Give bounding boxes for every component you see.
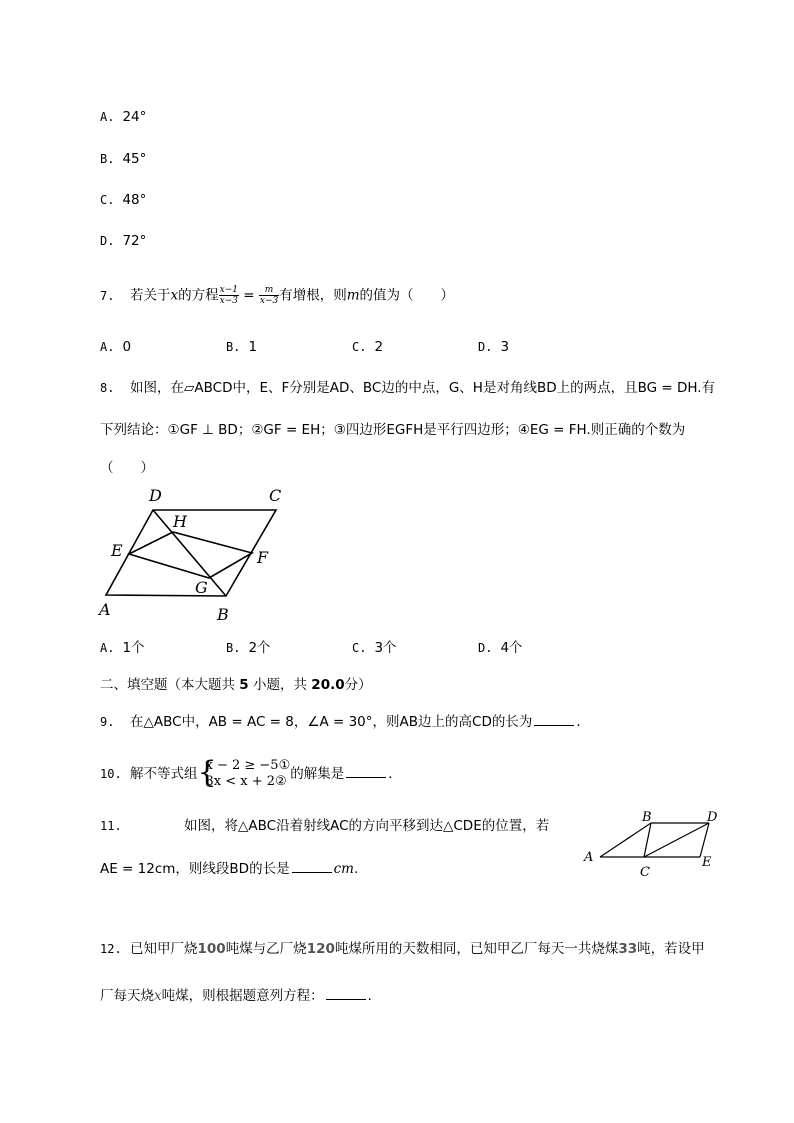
q8-option-b <box>226 639 271 657</box>
q7-fraction-2 <box>259 285 279 306</box>
label-e: E <box>111 541 123 560</box>
option-letter: A. <box>100 641 115 655</box>
brace-icon: { <box>197 755 217 790</box>
option-value: 2个 <box>248 640 271 656</box>
q8-line-2: 下列结论：①GF ⊥ BD；②GF = EH；③四边形EGFH是平行四边形；④EG = FH.则正确的个数为 <box>100 422 686 438</box>
q12-text: 吨煤与乙厂烧 <box>225 941 307 957</box>
option-value: 3个 <box>374 640 397 656</box>
option-letter: C. <box>352 641 367 655</box>
q8-line-3: （ ） <box>100 460 154 476</box>
label-a: A <box>99 600 111 619</box>
label-d: D <box>707 810 718 825</box>
q9-end: ． <box>576 714 590 730</box>
option-value: 1 <box>248 339 258 355</box>
label-f: F <box>257 548 269 567</box>
option-value: 24° <box>122 109 147 125</box>
numerator: m <box>259 285 279 296</box>
label-b: B <box>217 605 229 624</box>
q8-option-c <box>352 639 397 657</box>
q12-number: 120 <box>306 941 335 957</box>
q8-option-a <box>100 639 145 657</box>
option-letter: B. <box>226 641 241 655</box>
label-b: B <box>642 810 652 825</box>
q7-text: 若关于 <box>130 287 171 304</box>
q12-text: 吨，若设甲 <box>637 941 705 957</box>
question-12 <box>100 940 705 958</box>
option-value: 4个 <box>500 640 523 656</box>
question-10 <box>100 755 402 790</box>
q12-text: 吨煤，则根据题意列方程： <box>161 988 324 1004</box>
q6-option-a <box>100 108 146 126</box>
q7-var-x: x <box>170 287 179 304</box>
label-c: C <box>640 865 650 880</box>
option-value: 3 <box>500 339 510 355</box>
q6-option-c <box>100 191 146 209</box>
section-text: 二、填空题（本大题共 <box>100 677 240 693</box>
answer-blank[interactable] <box>292 858 332 873</box>
section-heading-fill-in <box>100 676 372 694</box>
question-number: 8. <box>100 381 115 395</box>
option-letter: C. <box>352 340 367 354</box>
label-c: C <box>269 486 282 505</box>
denominator: x−3 <box>259 296 279 306</box>
option-letter: C. <box>100 193 115 207</box>
q7-text: 的方程 <box>178 287 219 304</box>
option-letter: D. <box>478 340 493 354</box>
inequality-1: x − 2 ≥ −5① <box>205 758 291 773</box>
equals-sign: = <box>238 287 259 304</box>
section-score: 20.0 <box>311 677 345 693</box>
label-g: G <box>195 578 208 597</box>
q6-option-b <box>100 150 146 168</box>
inequality-2: 3x < x + 2② <box>205 774 287 789</box>
q12-text: 厂每天烧 <box>100 988 154 1004</box>
q10-end: ． <box>388 766 402 782</box>
question-8 <box>100 379 715 397</box>
question-number: 10. <box>100 767 122 781</box>
q7-var-m: m <box>346 287 360 304</box>
answer-blank[interactable] <box>534 711 574 726</box>
inequality-system <box>197 755 291 790</box>
option-letter: D. <box>478 641 493 655</box>
section-text: 分） <box>344 677 372 693</box>
q12-text: 已知甲厂烧 <box>130 941 198 957</box>
option-value: 72° <box>122 233 147 249</box>
section-count: 5 <box>239 677 249 693</box>
q7-fraction-1 <box>219 285 239 306</box>
section-text: 小题，共 <box>248 677 312 693</box>
q11-translation-figure <box>580 810 730 882</box>
q12-var-x: x <box>154 988 162 1004</box>
label-e: E <box>702 855 712 870</box>
q8-option-d <box>478 639 523 657</box>
q12-number: 100 <box>197 941 226 957</box>
question-number: 12. <box>100 942 122 956</box>
answer-blank[interactable] <box>346 763 386 778</box>
q8-line-1: 如图，在▱ABCD中，E、F分别是AD、BC边的中点，G、H是对角线BD上的两点，且BG = DH.有 <box>130 380 716 396</box>
question-number: 9. <box>100 715 115 729</box>
question-11 <box>100 817 549 835</box>
q12-number: 33 <box>618 941 638 957</box>
option-value: 0 <box>122 339 132 355</box>
q12-end: ． <box>367 988 382 1004</box>
label-d: D <box>149 486 162 505</box>
answer-blank[interactable] <box>326 985 366 1000</box>
option-value: 48° <box>122 192 147 208</box>
question-9 <box>100 711 590 731</box>
option-value: 1个 <box>122 640 145 656</box>
option-value: 45° <box>122 151 147 167</box>
label-a: A <box>584 850 594 865</box>
denominator: x−3 <box>219 296 238 306</box>
option-letter: D. <box>100 234 115 248</box>
q7-option-b <box>226 338 257 356</box>
q7-option-c <box>352 338 383 356</box>
q12-text: 吨煤所用的天数相同，已知甲乙厂每天一共烧煤 <box>334 941 619 957</box>
question-7 <box>100 285 454 306</box>
q11-unit: cm <box>333 861 354 877</box>
q6-option-d <box>100 232 146 250</box>
label-h: H <box>173 512 187 531</box>
option-value: 2 <box>374 339 384 355</box>
question-number: 11. <box>100 819 122 833</box>
option-letter: A. <box>100 110 115 124</box>
q7-text: 有增根，则 <box>279 287 347 304</box>
q11-line-2 <box>100 858 358 878</box>
q12-line-2 <box>100 985 381 1005</box>
q7-option-d <box>478 338 509 356</box>
q7-text: 的值为（ ） <box>359 287 455 304</box>
q11-end: . <box>353 861 359 877</box>
q8-parallelogram-figure <box>95 482 295 627</box>
option-letter: B. <box>226 340 241 354</box>
q9-text: 在△ABC中，AB = AC = 8，∠A = 30°，则AB边上的高CD的长为 <box>130 714 533 730</box>
option-letter: B. <box>100 152 115 166</box>
option-letter: A. <box>100 340 115 354</box>
q7-option-a <box>100 338 131 356</box>
numerator: x−1 <box>219 285 238 295</box>
q10-text: 解不等式组 <box>130 766 198 782</box>
q10-text: 的解集是 <box>290 766 345 782</box>
question-number: 7. <box>100 288 115 303</box>
q11-line-1: 如图，将△ABC沿着射线AC的方向平移到达△CDE的位置，若 <box>184 818 550 834</box>
q11-text: AE = 12cm，则线段BD的长是 <box>100 861 290 877</box>
